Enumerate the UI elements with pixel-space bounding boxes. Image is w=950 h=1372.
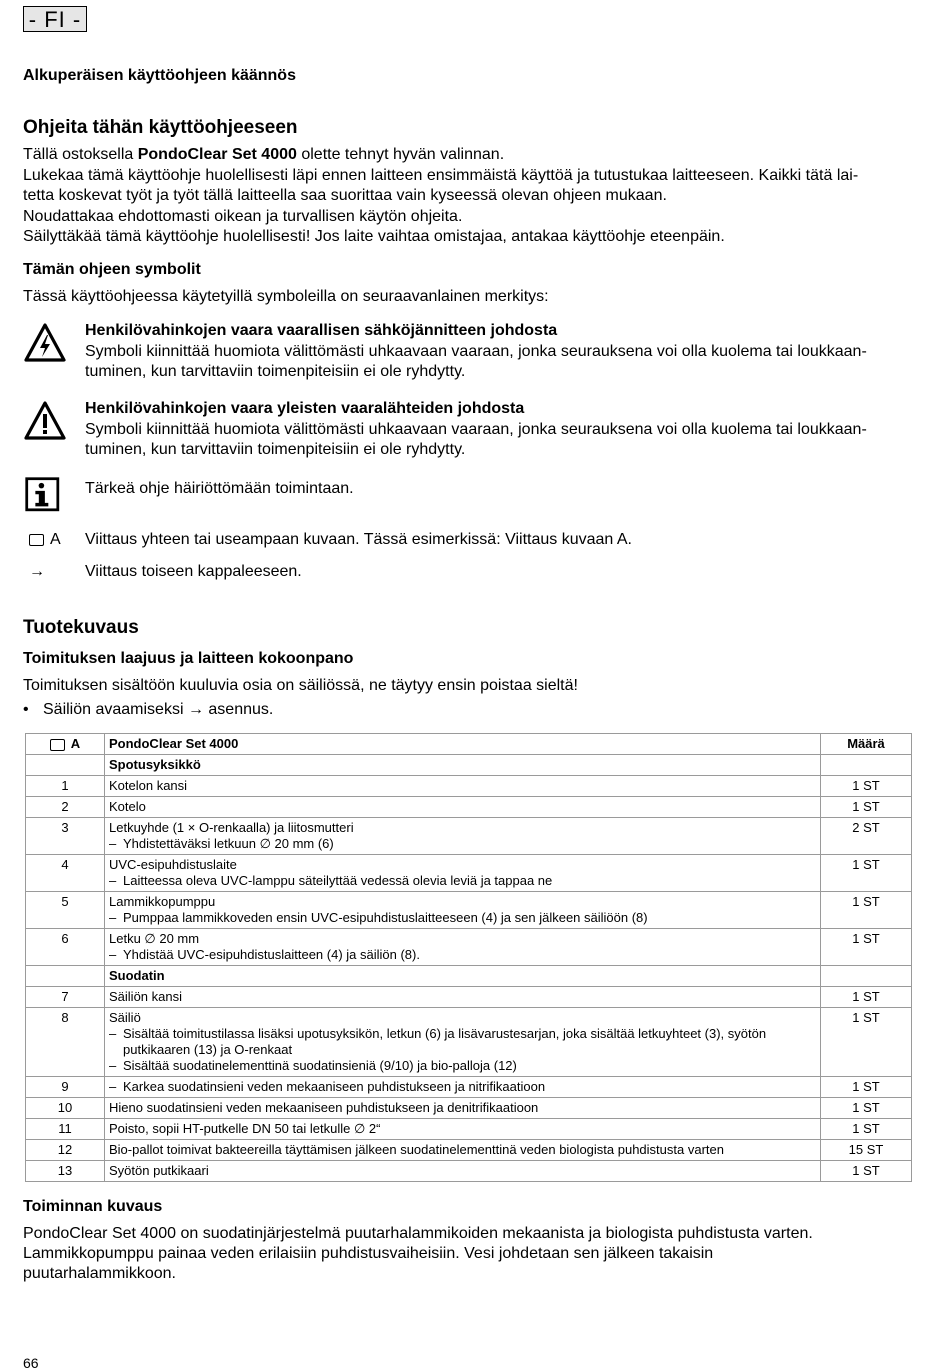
row-description: Lammikkopumppu – Pumppaa lammikkoveden ensin UVC-esipuhdistuslaitteeseen (4) ja sen jälkeen säiliöön (8) [105, 892, 821, 929]
row-number: 13 [26, 1161, 105, 1182]
function-line-2: Lammikkopumppu painaa veden erilaisiin puhdistusvaiheisiin. Vesi johdetaan sen jälkeen takaisin [23, 1245, 714, 1262]
figure-icon [50, 739, 65, 751]
symbol-electric-row [23, 321, 923, 385]
electric-warning-text [85, 321, 915, 383]
row-description: Säiliön kansi [105, 987, 821, 1008]
symbol-section-ref-row [23, 562, 923, 584]
electric-warning-title: Henkilövahinkojen vaara vaarallisen sähköjännitteen johdosta [85, 322, 558, 339]
product-name: PondoClear Set 4000 [137, 146, 297, 163]
function-paragraph [23, 1224, 913, 1284]
intro-line-3: tetta koskevat työt ja työt tällä laitteella saa suorittaa vain kyseessä olevan ohjeen mukaan. [23, 187, 667, 204]
electric-warning-line-1: Symboli kiinnittää huomiota välittömästi uhkaavaan vaaraan, jonka seurauksena voi olla kuolema tai loukkaan- [85, 342, 867, 360]
language-tag: - FI - [23, 6, 87, 32]
table-header-row [26, 734, 912, 755]
general-warning-title: Henkilövahinkojen vaara yleisten vaaralähteiden johdosta [85, 400, 525, 417]
table-row [26, 987, 912, 1008]
row-description: Säiliö – Sisältää toimitustilassa lisäksi upotusyksikön, letkun (6) ja lisävarustesarjan, joka sisältää letkuyhteet (3), syötön putkikaaren (13) ja O-renkaat – Sisältää suodatinelementtinä suodatinsieniä (9/10) ja bio-palloja (12) [105, 1008, 821, 1077]
row-description: Syötön putkikaari [105, 1161, 821, 1182]
row-description: Kotelon kansi [105, 776, 821, 797]
table-row [26, 1119, 912, 1140]
function-heading: Toiminnan kuvaus [23, 1198, 163, 1215]
row-quantity: 1 ST [821, 1077, 912, 1098]
bullet-icon: • [23, 701, 29, 718]
row-description: Kotelo [105, 797, 821, 818]
general-warning-line-2: tuminen, kun tarvittaviin toimenpiteisiin ei ole ryhdytty. [85, 441, 466, 458]
table-group-row [26, 966, 912, 987]
row-subnote: – Yhdistettäväksi letkuun ∅ 20 mm (6) [109, 836, 816, 852]
row-quantity: 1 ST [821, 1119, 912, 1140]
figure-ref-label: A [50, 531, 61, 548]
row-number: 6 [26, 929, 105, 966]
group-label: Suodatin [105, 966, 821, 987]
table-row [26, 892, 912, 929]
parts-table [25, 733, 912, 1182]
table-row [26, 929, 912, 966]
figure-ref-symbol [29, 530, 61, 550]
row-description: Hieno suodatinsieni veden mekaaniseen puhdistukseen ja denitrifikaatioon [105, 1098, 821, 1119]
row-quantity: 1 ST [821, 1161, 912, 1182]
table-row [26, 797, 912, 818]
row-quantity: 1 ST [821, 987, 912, 1008]
symbol-figure-ref-row [23, 530, 923, 552]
row-number: 8 [26, 1008, 105, 1077]
intro-paragraph [23, 145, 913, 248]
row-subnote: – Pumppaa lammikkoveden ensin UVC-esipuhdistuslaitteeseen (4) ja sen jälkeen säiliöön (8) [109, 910, 816, 926]
figure-icon [29, 534, 44, 546]
product-heading: Tuotekuvaus [23, 617, 139, 638]
row-number: 5 [26, 892, 105, 929]
table-row [26, 818, 912, 855]
table-group-row [26, 755, 912, 776]
electric-warning-line-2: tuminen, kun tarvittaviin toimenpiteisiin ei ole ryhdytty. [85, 363, 466, 380]
row-subnote: – Sisältää toimitustilassa lisäksi upotusyksikön, letkun (6) ja lisävarustesarjan, joka sisältää letkuyhteet (3), syötön [109, 1026, 816, 1042]
row-subnote: – Yhdistää UVC-esipuhdistuslaitteen (4) ja säiliön (8). [109, 947, 816, 963]
row-quantity: 1 ST [821, 892, 912, 929]
row-quantity: 1 ST [821, 776, 912, 797]
row-quantity: 2 ST [821, 818, 912, 855]
arrow-right-icon: → [29, 563, 45, 580]
intro-line-4: Noudattakaa ehdottomasti oikean ja turvallisen käytön ohjeita. [23, 207, 463, 225]
symbol-info-row [23, 477, 923, 517]
row-number: 7 [26, 987, 105, 1008]
intro-line-2: Lukekaa tämä käyttöohje huolellisesti läpi ennen laitteen ensimmäistä käyttöä ja tutustukaa laitteeseen. Kaikki tätä lai- [23, 166, 859, 184]
row-quantity: 1 ST [821, 1008, 912, 1077]
row-description: UVC-esipuhdistuslaite – Laitteessa oleva UVC-lamppu säteilyttää vedessä olevia leviä ja tappaa ne [105, 855, 821, 892]
table-row [26, 1098, 912, 1119]
header-ref-cell: A [26, 734, 105, 755]
table-row [26, 1140, 912, 1161]
info-text: Tärkeä ohje häiriöttömään toimintaan. [85, 480, 354, 497]
table-row [26, 1161, 912, 1182]
info-icon [25, 477, 63, 515]
row-quantity: 1 ST [821, 797, 912, 818]
scope-bullet: • Säiliön avaamiseksi → asennus. [23, 700, 913, 721]
figure-ref-text: Viittaus yhteen tai useampaan kuvaan. Tässä esimerkissä: Viittaus kuvaan A. [85, 531, 632, 548]
row-number: 9 [26, 1077, 105, 1098]
general-warning-line-1: Symboli kiinnittää huomiota välittömästi uhkaavaan vaaraan, jonka seurauksena voi olla kuolema tai loukkaan- [85, 420, 867, 438]
translation-note: Alkuperäisen käyttöohjeen käännös [23, 67, 296, 84]
intro-heading: Ohjeita tähän käyttöohjeeseen [23, 117, 298, 138]
table-row [26, 1008, 912, 1077]
row-description: Letkuyhde (1 × O-renkaalla) ja liitosmutteri – Yhdistettäväksi letkuun ∅ 20 mm (6) [105, 818, 821, 855]
row-subnote: – Sisältää suodatinelementtinä suodatinsieniä (9/10) ja bio-palloja (12) [109, 1058, 816, 1074]
row-subnote-continued: putkikaaren (13) ja O-renkaat [123, 1042, 293, 1057]
page-number: 66 [23, 1355, 39, 1371]
table-row [26, 855, 912, 892]
row-quantity: 1 ST [821, 855, 912, 892]
row-quantity: 1 ST [821, 929, 912, 966]
row-number: 11 [26, 1119, 105, 1140]
general-warning-text [85, 399, 915, 461]
table-row [26, 1077, 912, 1098]
symbol-general-row [23, 399, 923, 463]
scope-text: Toimituksen sisältöön kuuluvia osia on säiliössä, ne täytyy ensin poistaa sieltä! [23, 677, 578, 694]
header-title-cell: PondoClear Set 4000 [105, 734, 821, 755]
row-description: – Karkea suodatinsieni veden mekaaniseen puhdistukseen ja nitrifikaatioon [105, 1077, 821, 1098]
row-number: 10 [26, 1098, 105, 1119]
row-number: 12 [26, 1140, 105, 1161]
header-qty-cell: Määrä [821, 734, 912, 755]
row-description: Letku ∅ 20 mm – Yhdistää UVC-esipuhdistuslaitteen (4) ja säiliön (8). [105, 929, 821, 966]
scope-heading: Toimituksen laajuus ja laitteen kokoonpano [23, 650, 354, 667]
function-line-1: PondoClear Set 4000 on suodatinjärjestelmä puutarhalammikoiden mekaanista ja biologista puhdistusta varten. [23, 1225, 813, 1242]
row-number: 1 [26, 776, 105, 797]
section-ref-text: Viittaus toiseen kappaleeseen. [85, 563, 302, 580]
row-number: 2 [26, 797, 105, 818]
group-label: Spotusyksikkö [105, 755, 821, 776]
row-subnote: – Laitteessa oleva UVC-lamppu säteilyttää vedessä olevia leviä ja tappaa ne [109, 873, 816, 889]
symbols-heading: Tämän ohjeen symbolit [23, 261, 201, 278]
row-description: Poisto, sopii HT-putkelle DN 50 tai letkulle ∅ 2“ [105, 1119, 821, 1140]
row-description: Bio-pallot toimivat bakteereilla täyttämisen jälkeen suodatinelementtinä veden biologista puhdistusta varten [105, 1140, 821, 1161]
row-number: 4 [26, 855, 105, 892]
row-quantity: 15 ST [821, 1140, 912, 1161]
intro-line-1: Tällä ostoksella PondoClear Set 4000 olette tehnyt hyvän valinnan. [23, 146, 505, 163]
electric-warning-icon [23, 321, 67, 365]
function-line-3: puutarhalammikkoon. [23, 1265, 176, 1282]
arrow-right-icon: → [187, 701, 204, 718]
table-row [26, 776, 912, 797]
symbols-lead: Tässä käyttöohjeessa käytetyillä symboleilla on seuraavanlainen merkitys: [23, 288, 549, 305]
row-number: 3 [26, 818, 105, 855]
general-warning-icon [23, 399, 67, 443]
intro-line-5: Säilyttäkää tämä käyttöohje huolellisesti! Jos laite vaihtaa omistajaa, antakaa käyttöohje eteenpäin. [23, 228, 725, 245]
row-quantity: 1 ST [821, 1098, 912, 1119]
